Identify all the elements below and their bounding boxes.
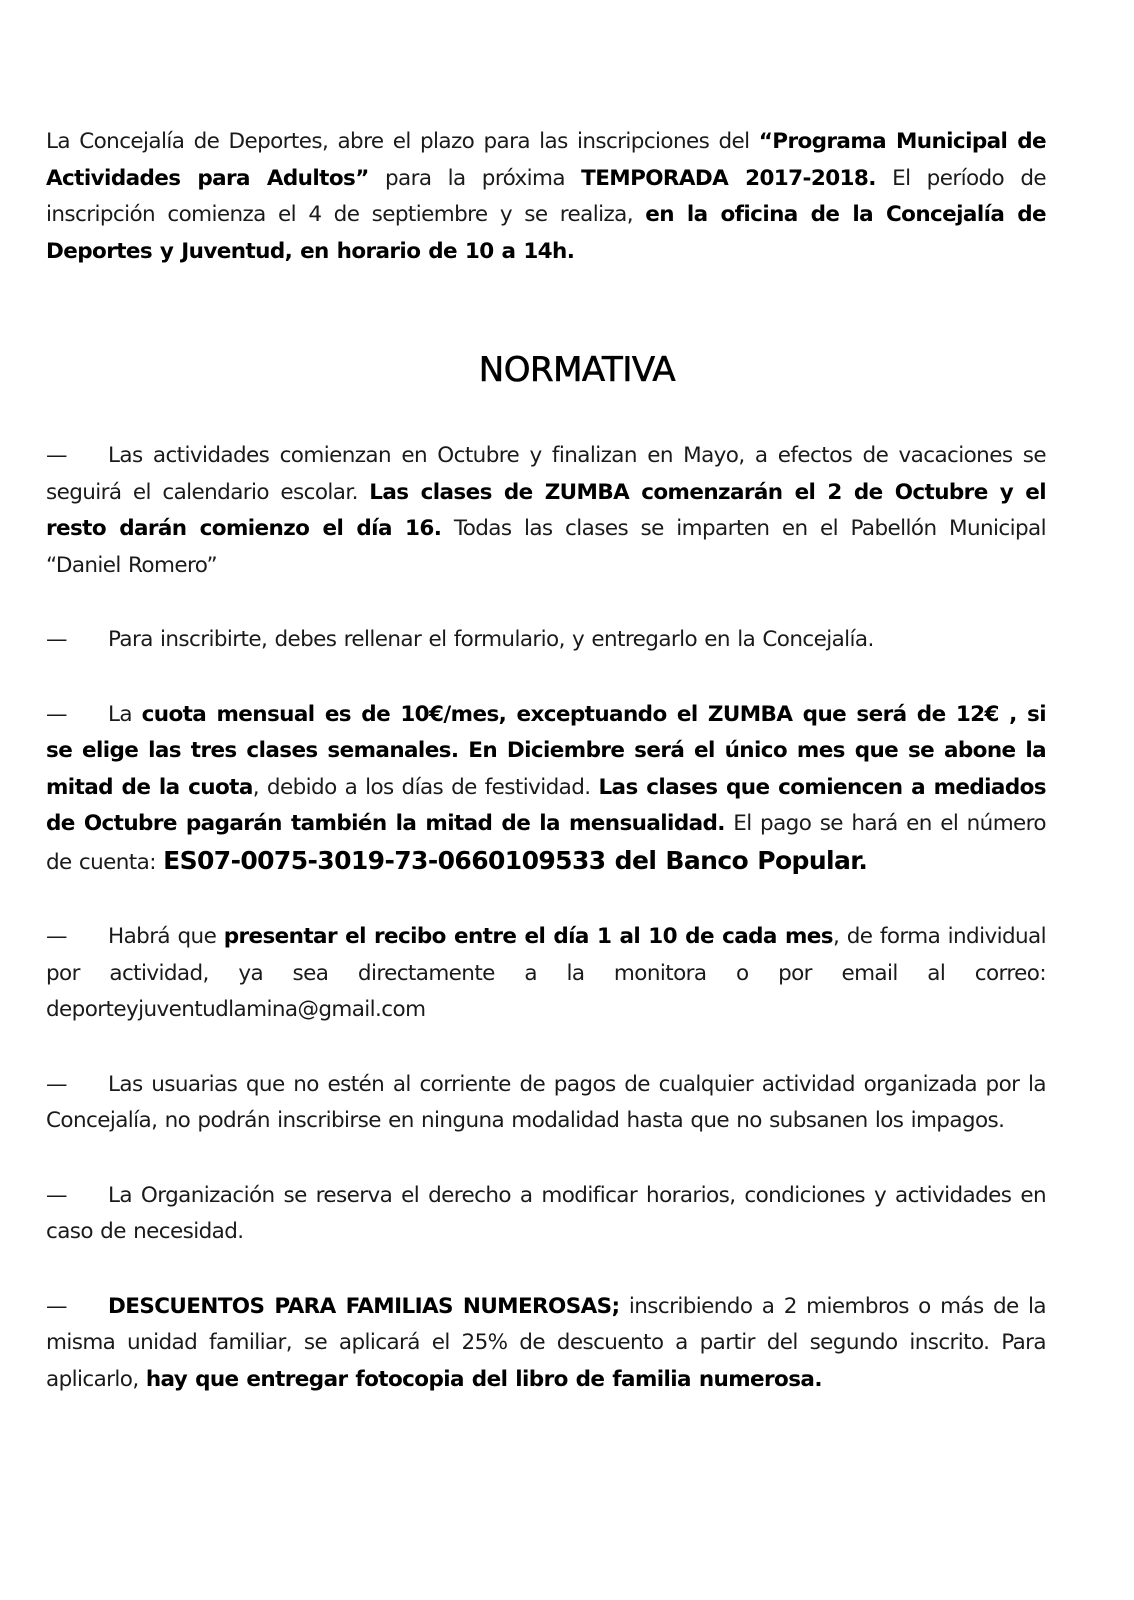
rule-text — [108, 627, 874, 652]
rule-item-fees — [46, 697, 1046, 882]
emphasis-text: TEMPORADA 2017-2018. — [581, 165, 876, 191]
bullet-dash: — — [46, 924, 67, 949]
intro-paragraph — [46, 124, 1046, 270]
emphasis-text: Las clases de ZUMBA comenzarán el 2 de Octubre y el resto darán comienzo el día 16. — [46, 479, 1046, 541]
emphasis-text: hay que entregar fotocopia del libro de familia numerosa. — [145, 1366, 822, 1392]
rules-list — [46, 438, 1046, 1398]
body-text: La Organización se reserva el derecho a modificar horarios, condiciones y actividades en caso de necesidad. — [46, 1182, 1046, 1244]
rule-text — [46, 443, 1046, 578]
body-text: Todas las clases se imparten en el Pabellón Municipal “Daniel Romero” — [46, 516, 1046, 578]
bullet-dash: — — [46, 1293, 67, 1319]
rule-item-receipt — [46, 919, 1046, 1029]
section-heading: NORMATIVA — [478, 350, 676, 390]
bullet-dash: — — [46, 443, 67, 468]
emphasis-text: Las clases que comiencen a mediados de Octubre pagarán también la mitad de la mensualidad. — [46, 774, 1046, 836]
rule-text — [46, 1072, 1046, 1134]
body-text: La Concejalía de Deportes, abre el plazo para las inscripciones del — [46, 129, 759, 154]
body-text: La — [108, 701, 142, 727]
emphasis-text: “Programa Municipal de Actividades para Adultos” — [46, 129, 1046, 191]
body-text: para la próxima — [368, 165, 582, 191]
rule-text — [46, 1294, 1046, 1392]
rule-text — [46, 702, 1046, 875]
account-number-text: ES07-0075-3019-73-0660109533 del Banco Popular. — [163, 845, 868, 875]
bullet-dash: — — [46, 1071, 67, 1097]
rule-text — [46, 1183, 1046, 1245]
rule-item-registration — [46, 622, 1046, 659]
rule-item-schedule — [46, 438, 1046, 584]
rule-text — [46, 924, 1046, 1022]
body-text: inscribiendo a 2 miembros o más de la misma unidad familiar, se aplicará el 25% de descuento a partir del segundo inscrito. Para aplicarlo, — [46, 1293, 1046, 1392]
bullet-dash: — — [46, 701, 67, 727]
emphasis-text: presentar el recibo entre el día 1 al 10 de cada mes — [223, 924, 833, 949]
emphasis-text: cuota mensual es de 10€/mes, exceptuando el ZUMBA que será de 12€ , si se elige las tres clases semanales. En Diciembre será el único mes que se abone la mitad de la cuota — [46, 701, 1046, 800]
rule-item-changes — [46, 1178, 1046, 1251]
body-text: , de forma individual por actividad, ya sea directamente a la monitora o por email al correo: deporteyjuventudlamina@gmail.com — [46, 924, 1046, 1022]
body-text: Las actividades comienzan en Octubre y finalizan en Mayo, a efectos de vacaciones se seguirá el calendario escolar. — [46, 443, 1046, 505]
rule-item-discounts — [46, 1289, 1046, 1399]
bullet-dash: — — [46, 627, 67, 652]
body-text: El pago se hará en el número de cuenta: — [46, 811, 1046, 875]
body-text: El período de inscripción comienza el 4 de septiembre y se realiza, — [46, 165, 1047, 227]
document-page — [46, 124, 1046, 1436]
bullet-dash: — — [46, 1182, 67, 1208]
rule-item-unpaid — [46, 1067, 1046, 1140]
emphasis-text: en la oficina de la Concejalía de Deportes y Juventud, en horario de 10 a 14h. — [46, 202, 1046, 264]
body-text: , debido a los días de festividad. — [252, 774, 599, 800]
body-text: Las usuarias que no estén al corriente de pagos de cualquier actividad organizada por la Concejalía, no podrán inscribirse en ninguna modalidad hasta que no subsanen los impagos. — [46, 1071, 1046, 1133]
body-text: Para inscribirte, debes rellenar el formulario, y entregarlo en la Concejalía. — [108, 627, 874, 652]
body-text: Habrá que — [108, 924, 224, 949]
emphasis-text: DESCUENTOS PARA FAMILIAS NUMEROSAS; — [108, 1293, 620, 1319]
